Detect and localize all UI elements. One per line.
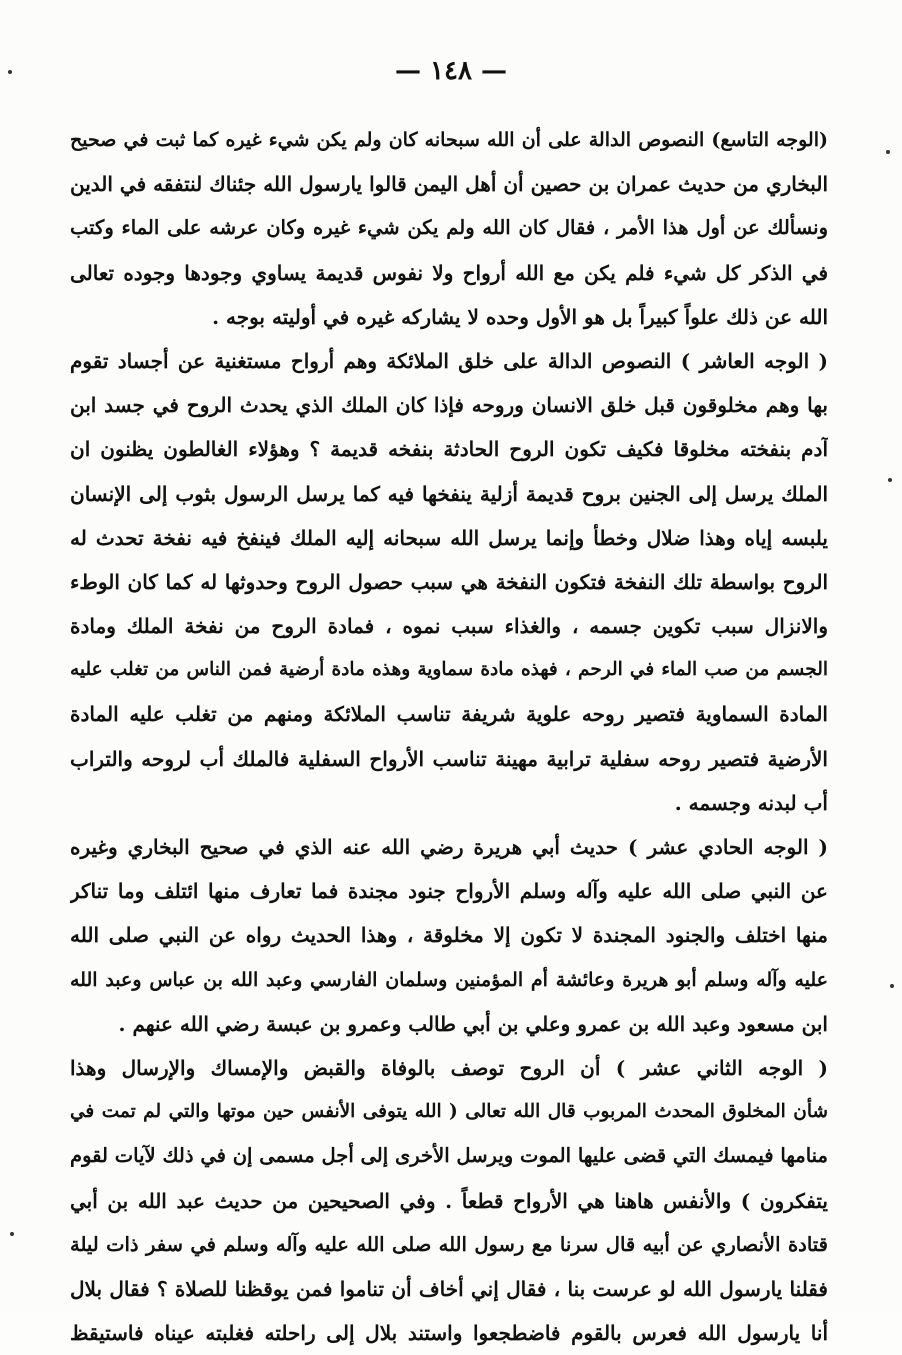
text-line: المادة السماوية فتصير روحه علوية شريفة تناسب الملائكة ومنهم من تغلب عليه المادة (70, 702, 828, 727)
text-line: قتادة الأنصاري عن أبيه قال سرنا مع رسول الله صلى الله عليه وآله وسلم في سفر ذات ليلة (70, 1232, 828, 1256)
scan-speck (890, 984, 894, 988)
text-line: منامها فيمسك التي قضى عليها الموت ويرسل الأخرى إلى أجل مسمى إن في ذلك لآيات لقوم (70, 1144, 828, 1168)
body-text (70, 118, 828, 1355)
text-line: أب لبدنه وجسمه . (674, 790, 828, 815)
scan-speck (888, 478, 892, 482)
text-line: يلبسه إياه وهذا ضلال وخطأ وإنما يرسل الله سبحانه إليه الملك فينفخ فيه نفخة تحدث له (70, 525, 828, 550)
text-line: ابن مسعود وعبد الله بن عمرو وعلي بن أبي طالب وعمرو بن عبسة رضي الله عنهم . (118, 1011, 828, 1036)
text-line: (الوجه التاسع) النصوص الدالة على أن الله سبحانه كان ولم يكن شيء غيره كما ثبت في صحيح (70, 129, 828, 151)
text-line: الملك يرسل إلى الجنين بروح قديمة أزلية ينفخها فيه كما يرسل الرسول بثوب إلى الإنسان (70, 481, 828, 506)
scan-speck (8, 70, 12, 74)
text-line: في الذكر كل شيء فلم يكن مع الله أرواح ولا نفوس قديمة يساوي وجودها وجوده تعالى (70, 260, 828, 285)
text-line: الروح بواسطة تلك النفخة فتكون النفخة هي سبب حصول الروح وحدوثها له كما كان الوطء (70, 569, 828, 594)
scan-speck (10, 1232, 14, 1236)
text-line: عن النبي صلى الله عليه وآله وسلم الأرواح جنود مجندة فما تعارف منها ائتلف وما تناكر (70, 879, 828, 904)
text-line: والانزال سبب تكوين جسمه ، والغذاء سبب نموه ، فمادة الروح من نفخة الملك ومادة (70, 614, 828, 639)
text-line: ( الوجه الثاني عشر ) أن الروح توصف بالوفاة والقبض والإمساك والإرسال وهذا (70, 1055, 828, 1080)
text-line: ونسألك عن أول هذا الأمر ، فقال كان الله ولم يكن شيء غيره وكان عرشه على الماء وكتب (70, 216, 828, 240)
text-line: الله عن ذلك علواً كبيراً بل هو الأول وحده لا يشاركه غيره في أوليته بوجه . (212, 304, 828, 329)
text-line: يتفكرون ) والأنفس هاهنا هي الأرواح قطعاً . وفي الصحيحين من حديث عبد الله بن أبي (70, 1188, 828, 1213)
scan-speck (886, 150, 890, 154)
text-line: عليه وآله وسلم أبو هريرة وعائشة أم المؤمنين وسلمان الفارسي وعبد الله بن عباس وعبد الله (70, 968, 828, 991)
text-line: الجسم من صب الماء في الرحم ، فهذه مادة سماوية وهذه مادة أرضية فمن الناس من تغلب عليه (70, 659, 828, 681)
text-line: فقلنا يارسول الله لو عرست بنا ، فقال إني أخاف أن تناموا فمن يوقظنا للصلاة ؟ فقال بلال (70, 1276, 828, 1301)
text-line: منها اختلف والجنود المجندة لا تكون إلا مخلوقة ، وهذا الحديث رواه عن النبي صلى الله (70, 923, 828, 948)
page-number: — ١٤٨ — (394, 56, 508, 86)
text-line: شأن المخلوق المحدث المربوب قال الله تعالى ( الله يتوفى الأنفس حين موتها والتي لم تمت في (70, 1101, 828, 1123)
text-line: الأرضية فتصير روحه سفلية ترابية مهينة تناسب الأرواح السفلية فالملك أب لروحه والتراب (70, 746, 828, 771)
text-line: آدم بنفخته مخلوقا فكيف تكون الروح الحادثة بنفخه قديمة ؟ وهؤلاء الغالطون يظنون ان (70, 437, 828, 462)
text-line: أنا يارسول الله فعرس بالقوم فاضطجعوا واستند بلال إلى راحلته فغلبته عيناه فاستيقظ (70, 1321, 828, 1346)
text-line: ( الوجه العاشر ) النصوص الدالة على خلق الملائكة وهم أرواح مستغنية عن أجساد تقوم (70, 348, 828, 373)
text-line: البخاري من حديث عمران بن حصين أن أهل اليمن قالوا يارسول الله جئناك لنتفقه في الدين (70, 172, 828, 197)
text-line: بها وهم مخلوقون قبل خلق الانسان وروحه فإذا كان الملك الذي يحدث الروح في جسد ابن (70, 393, 828, 418)
text-line: ( الوجه الحادي عشر ) حديث أبي هريرة رضي الله عنه الذي في صحيح البخاري وغيره (70, 835, 828, 859)
